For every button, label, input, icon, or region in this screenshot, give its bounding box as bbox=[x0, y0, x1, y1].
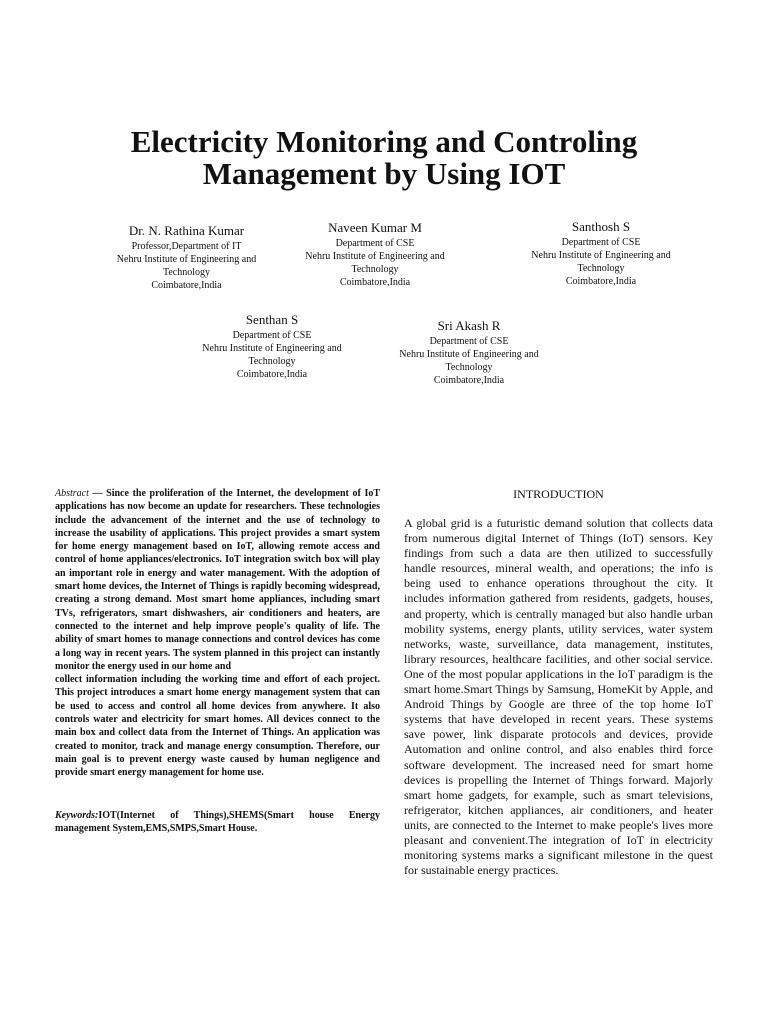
author-name: Dr. N. Rathina Kumar bbox=[128, 223, 245, 238]
keywords-text: IOT(Internet of Things),SHEMS(Smart house Energy management System,EMS,SMPS,Smart House. bbox=[55, 810, 380, 835]
paper-title-line-2: Management by Using IOT bbox=[202, 156, 566, 191]
author-name: Naveen Kumar M bbox=[328, 220, 422, 235]
author-name: Santhosh S bbox=[571, 219, 631, 234]
author-department: Department of CSE bbox=[561, 237, 641, 248]
abstract-text: Since the proliferation of the Internet, the development of IoT applications has now become an update for researchers. These technologies include the advancement of the internet and the use of technology to increase the usability of applications. This project provides a smart system for home energy management based on IoT, allowing remote access and control of home appliances/electronics. IoT integration switch box will play an important role in energy and water management. With the adoption of smart home devices, the Internet of Things is rapidly becoming widespread, creating a strong demand. Most smart home appliances, including smart TVs, refrigerators, smart dishwashers, air conditioners and heaters, are connected to the internet and help improve people's quality of life. The ability of smart homes to manage connections and control devices has come a long way in recent years. The system planned in this project can instantly monitor the energy used in our home and bbox=[55, 488, 381, 672]
author-institute-cont: Technology bbox=[351, 264, 399, 275]
author-department: Department of CSE bbox=[335, 238, 415, 249]
author-institute-cont: Technology bbox=[577, 263, 625, 274]
author-institute: Nehru Institute of Engineering and bbox=[305, 251, 445, 262]
abstract-paragraph: collect information including the working time and effort of each project. This project introduces a smart home energy management system that can be used to access and control all home devices from anywhere. It also controls water and electricity for smart homes. All devices connect to the main box and collect data from the Internet of Things. An application was created to monitor, track and manage energy consumption. Therefore, our main goal is to prevent energy waste caused by human negligence and provide smart energy management for home use. bbox=[55, 674, 380, 779]
author-institute: Nehru Institute of Engineering and bbox=[116, 254, 257, 265]
author-block bbox=[503, 219, 699, 288]
author-department: Department of CSE bbox=[429, 336, 509, 347]
abstract-dash: — bbox=[88, 488, 107, 499]
author-location: Coimbatore,India bbox=[433, 375, 505, 386]
author-institute: Nehru Institute of Engineering and bbox=[399, 349, 539, 360]
paper-title-line-1: Electricity Monitoring and Controling bbox=[130, 124, 638, 159]
author-department: Professor,Department of IT bbox=[131, 241, 242, 252]
author-block bbox=[277, 220, 473, 289]
author-block bbox=[172, 312, 372, 381]
introduction-paragraph: A global grid is a futuristic demand solution that collects data from numerous digital Internet of Things (IoT) sensors. Key findings from such a data are then utilized to successfully handle resources, mineral wealth, and operations; the info is being used to enhance operations throughout the city. It includes information gathered from residents, gadgets, houses, and property, which is centrally managed but also handle urban mobility systems, energy plants, utility services, water system networks, waste, surveillance, data management, institutes, library resources, healthcare facilities, and other social service. One of the most popular applications in the IoT paradigm is the smart home.Smart Things by Samsung, HomeKit by Apple, and Android Things by Google are three of the top home IoT systems that have developed in recent years. These systems save power, link disparate protocols and devices, provide Automation and online control, and also enables third force software development. The increased need for smart home devices is propelling the Internet of Things forward. Majorly smart home gadgets, for example, such as smart televisions, refrigerator, kitchen appliances, air conditioners, and heater units, are connected to the Internet to make people's lives more pleasant and convenient.The integration of IoT in electricity monitoring systems marks a significant milestone in the quest for sustainable energy practices. bbox=[404, 516, 713, 878]
author-location: Coimbatore,India bbox=[565, 276, 637, 287]
author-block bbox=[367, 318, 571, 387]
author-block bbox=[84, 223, 289, 292]
author-institute-cont: Technology bbox=[248, 356, 296, 367]
author-location: Coimbatore,India bbox=[151, 280, 222, 291]
author-location: Coimbatore,India bbox=[236, 369, 308, 380]
abstract-label: Abstract bbox=[55, 488, 89, 499]
introduction-heading: INTRODUCTION bbox=[513, 487, 604, 501]
author-name: Senthan S bbox=[245, 312, 299, 327]
paper-title bbox=[0, 126, 768, 190]
author-institute: Nehru Institute of Engineering and bbox=[531, 250, 671, 261]
author-institute-cont: Technology bbox=[162, 267, 211, 278]
introduction-section bbox=[404, 516, 713, 878]
author-location: Coimbatore,India bbox=[339, 277, 411, 288]
author-institute: Nehru Institute of Engineering and bbox=[202, 343, 342, 354]
abstract-paragraph bbox=[55, 487, 380, 673]
abstract-section bbox=[55, 487, 380, 780]
author-department: Department of CSE bbox=[232, 330, 312, 341]
keywords-section bbox=[55, 809, 380, 836]
keywords-label: Keywords: bbox=[55, 810, 99, 821]
author-institute-cont: Technology bbox=[445, 362, 493, 373]
author-name: Sri Akash R bbox=[437, 318, 501, 333]
